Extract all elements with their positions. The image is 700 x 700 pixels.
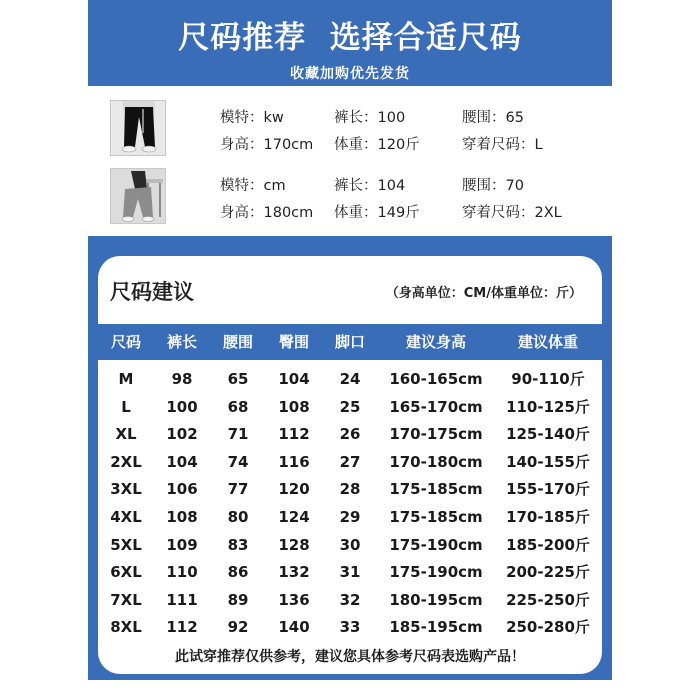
- model-worn-size: 穿着尺码：2XL: [462, 205, 562, 221]
- cell-hem: 26: [339, 425, 361, 444]
- cell-weight: 140-155斤: [506, 452, 590, 471]
- table-row: [98, 449, 602, 477]
- cell-height: 175-190cm: [389, 563, 483, 582]
- cell-hem: 27: [339, 452, 361, 471]
- cell-height: 170-175cm: [389, 425, 483, 444]
- table-header: [98, 324, 602, 360]
- cell-waist: 77: [227, 480, 249, 499]
- cell-height: 175-185cm: [389, 507, 483, 526]
- page-title: 尺码推荐 选择合适尺码: [178, 20, 522, 56]
- cell-length: 102: [166, 425, 198, 444]
- cell-hem: 31: [339, 563, 361, 582]
- cell-size: 6XL: [110, 563, 142, 582]
- cell-waist: 65: [227, 370, 249, 388]
- cell-weight: 155-170斤: [506, 480, 590, 499]
- cell-height: 160-165cm: [389, 370, 483, 388]
- cell-weight: 250-280斤: [506, 618, 590, 637]
- cell-waist: 86: [227, 563, 249, 582]
- cell-weight: 200-225斤: [506, 563, 590, 582]
- size-table-unit-note: （身高单位：CM/体重单位：斤）: [385, 286, 582, 301]
- model-info-section: [110, 98, 610, 234]
- cell-weight: 90-110斤: [511, 370, 585, 388]
- column-header-hem: 脚口: [334, 333, 365, 351]
- table-row: [98, 476, 602, 504]
- cell-hip: 136: [278, 590, 310, 609]
- cell-weight: 170-185斤: [506, 507, 590, 526]
- column-header-waist: 腰围: [222, 333, 253, 351]
- cell-hip: 104: [278, 370, 310, 388]
- cell-height: 170-180cm: [389, 452, 483, 471]
- model-pants-length: 裤长：104: [334, 178, 406, 194]
- cell-waist: 92: [227, 618, 249, 637]
- model-worn-size: 穿着尺码：L: [462, 137, 543, 153]
- table-row: [98, 394, 602, 422]
- model-height: 身高：170cm: [220, 137, 314, 153]
- page-subtitle: 收藏加购优先发货: [290, 66, 410, 82]
- cell-length: 112: [166, 618, 198, 637]
- model-photo-icon: [110, 100, 166, 156]
- cell-hip: 120: [278, 480, 310, 499]
- cell-length: 100: [166, 397, 198, 416]
- model-pants-length: 裤长：100: [334, 110, 406, 126]
- cell-size: L: [121, 397, 131, 416]
- model-name: 模特：kw: [220, 110, 284, 126]
- cell-waist: 89: [227, 590, 249, 609]
- table-row: [98, 421, 602, 449]
- size-table-card: [98, 256, 602, 674]
- cell-hem: 29: [339, 507, 361, 526]
- cell-hem: 30: [339, 535, 361, 554]
- column-header-height: 建议身高: [405, 333, 466, 351]
- size-table-panel: [88, 236, 612, 680]
- cell-hem: 25: [339, 397, 361, 416]
- model-photo-icon: [110, 168, 166, 224]
- column-header-weight: 建议体重: [517, 333, 578, 351]
- table-row: [98, 366, 602, 394]
- cell-length: 104: [166, 452, 198, 471]
- table-row: [98, 504, 602, 532]
- cell-height: 185-195cm: [389, 618, 483, 637]
- cell-length: 98: [171, 370, 193, 388]
- cell-waist: 80: [227, 507, 249, 526]
- cell-hip: 124: [278, 507, 310, 526]
- cell-weight: 185-200斤: [506, 535, 590, 554]
- cell-hip: 116: [278, 452, 310, 471]
- cell-height: 165-170cm: [389, 397, 483, 416]
- disclaimer-note: 此试穿推荐仅供参考，建议您具体参考尺码表选购产品！: [175, 649, 525, 665]
- cell-size: 2XL: [110, 452, 142, 471]
- cell-weight: 225-250斤: [506, 590, 590, 609]
- banner-header: [88, 0, 612, 86]
- cell-size: 7XL: [110, 590, 142, 609]
- model-height: 身高：180cm: [220, 205, 314, 221]
- cell-hem: 28: [339, 480, 361, 499]
- cell-size: 3XL: [110, 480, 142, 499]
- column-header-length: 裤长: [166, 333, 197, 351]
- cell-waist: 71: [227, 425, 249, 444]
- cell-hem: 33: [339, 618, 361, 637]
- column-header-size: 尺码: [110, 333, 141, 351]
- cell-size: 4XL: [110, 507, 142, 526]
- cell-hip: 128: [278, 535, 310, 554]
- cell-height: 175-185cm: [389, 480, 483, 499]
- model-name: 模特：cm: [220, 178, 286, 194]
- cell-length: 106: [166, 480, 198, 499]
- size-table-title: 尺码建议: [110, 280, 194, 304]
- cell-hip: 108: [278, 397, 310, 416]
- cell-weight: 125-140斤: [506, 425, 590, 444]
- table-row: [98, 559, 602, 587]
- cell-hip: 132: [278, 563, 310, 582]
- cell-size: M: [118, 370, 134, 388]
- cell-size: XL: [115, 425, 137, 444]
- table-body: [98, 366, 602, 642]
- model-row: [110, 98, 610, 166]
- model-row: [110, 166, 610, 234]
- cell-waist: 83: [227, 535, 249, 554]
- cell-length: 110: [166, 563, 198, 582]
- model-weight: 体重：149斤: [334, 205, 420, 221]
- model-weight: 体重：120斤: [334, 137, 420, 153]
- model-waist: 腰围：70: [462, 178, 524, 194]
- cell-length: 109: [166, 535, 198, 554]
- cell-length: 108: [166, 507, 198, 526]
- cell-size: 5XL: [110, 535, 142, 554]
- cell-hip: 112: [278, 425, 310, 444]
- column-header-hip: 臀围: [278, 333, 309, 351]
- table-row: [98, 587, 602, 615]
- table-row: [98, 532, 602, 560]
- model-waist: 腰围：65: [462, 110, 524, 126]
- cell-weight: 110-125斤: [506, 397, 590, 416]
- cell-waist: 68: [227, 397, 249, 416]
- cell-hem: 32: [339, 590, 361, 609]
- cell-size: 8XL: [110, 618, 142, 637]
- cell-height: 175-190cm: [389, 535, 483, 554]
- cell-length: 111: [166, 590, 198, 609]
- table-row: [98, 614, 602, 642]
- cell-hem: 24: [339, 370, 361, 388]
- cell-hip: 140: [278, 618, 310, 637]
- cell-height: 180-195cm: [389, 590, 483, 609]
- cell-waist: 74: [227, 452, 249, 471]
